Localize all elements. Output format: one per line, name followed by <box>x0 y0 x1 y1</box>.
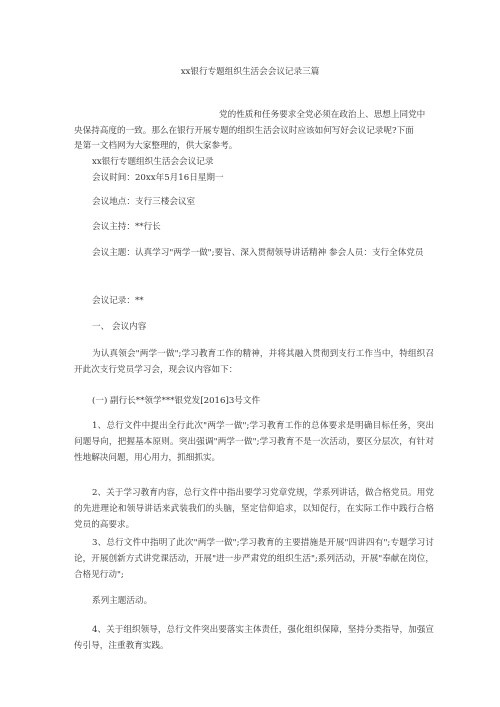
content-intro-text: 为认真领会"两学一做";学习教育工作的精神，并将其融入贯彻到支行工作当中，特组织召开此次支行党员学习会，现会议内容如下： <box>74 349 434 375</box>
meeting-host: 会议主持：**行长 <box>92 222 161 232</box>
intro-line-3: 是第一文档网为大家整理的，供大家参考。 <box>74 141 238 151</box>
meeting-theme-text: 会议主题：认真学习"两学一做";要旨、深入贯彻领导讲话精神 参会人员：支行全体党员 <box>92 248 424 258</box>
item-2-text: 2、关于学习教育内容，总行文件中指出要学习党章党规，学系列讲话，做合格党员。用党的先进理论和领导讲话来武装我们的头脑，坚定信仰追求，以知促行，在实际工作中践行合格党员的高要求。 <box>74 488 434 530</box>
item-4 <box>74 622 434 654</box>
document-title: xx银行专题组织生活会会议记录三篇 <box>180 67 320 77</box>
intro-line-2: 央保持高度的一致。那么在银行开展专题的组织生活会议时应该如何写好会议记录呢?下面 <box>74 126 414 136</box>
meeting-theme <box>74 245 434 261</box>
item-1 <box>74 418 434 466</box>
record-subtitle: xx银行专题组织生活会会议记录 <box>92 157 214 167</box>
item-1-text: 1、总行文件中提出全行此次"两学一做";学习教育工作的总体要求是明确目标任务，突出问题导向，把握基本原则。突出强调"两学一做";学习教育不是一次活动，要区分层次，有针对性地解决问题，用心用力，抓细抓实。 <box>74 421 434 463</box>
meeting-recorder: 会议记录：** <box>92 296 144 306</box>
item-3 <box>74 535 434 583</box>
sub-heading: (一) 副行长**领学***银党发[2016]3号文件 <box>92 396 261 406</box>
meeting-place: 会议地点：支行三楼会议室 <box>92 197 196 207</box>
item-3-continued: 系列主题活动。 <box>92 596 153 606</box>
item-3-text: 3、总行文件中指明了此次"两学一做";学习教育的主要措施是开展"四讲四有";专题学习讨论，开展创新方式讲党课活动，开展"进一步严肃党的组织生活";系列活动，开展"奉献在岗位，合格见行动"; <box>74 538 434 580</box>
meeting-time: 会议时间：20xx年5月16日星期一 <box>92 173 224 183</box>
intro-line-1: 党的性质和任务要求全党必须在政治上、思想上同党中 <box>219 110 426 120</box>
section-heading: 一、 会议内容 <box>92 322 147 332</box>
item-2 <box>74 485 434 533</box>
item-4-text: 4、关于组织领导，总行文件突出要落实主体责任，强化组织保障，坚持分类指导，加强宣传引导，注重教育实践。 <box>74 625 434 651</box>
content-intro <box>74 346 434 378</box>
